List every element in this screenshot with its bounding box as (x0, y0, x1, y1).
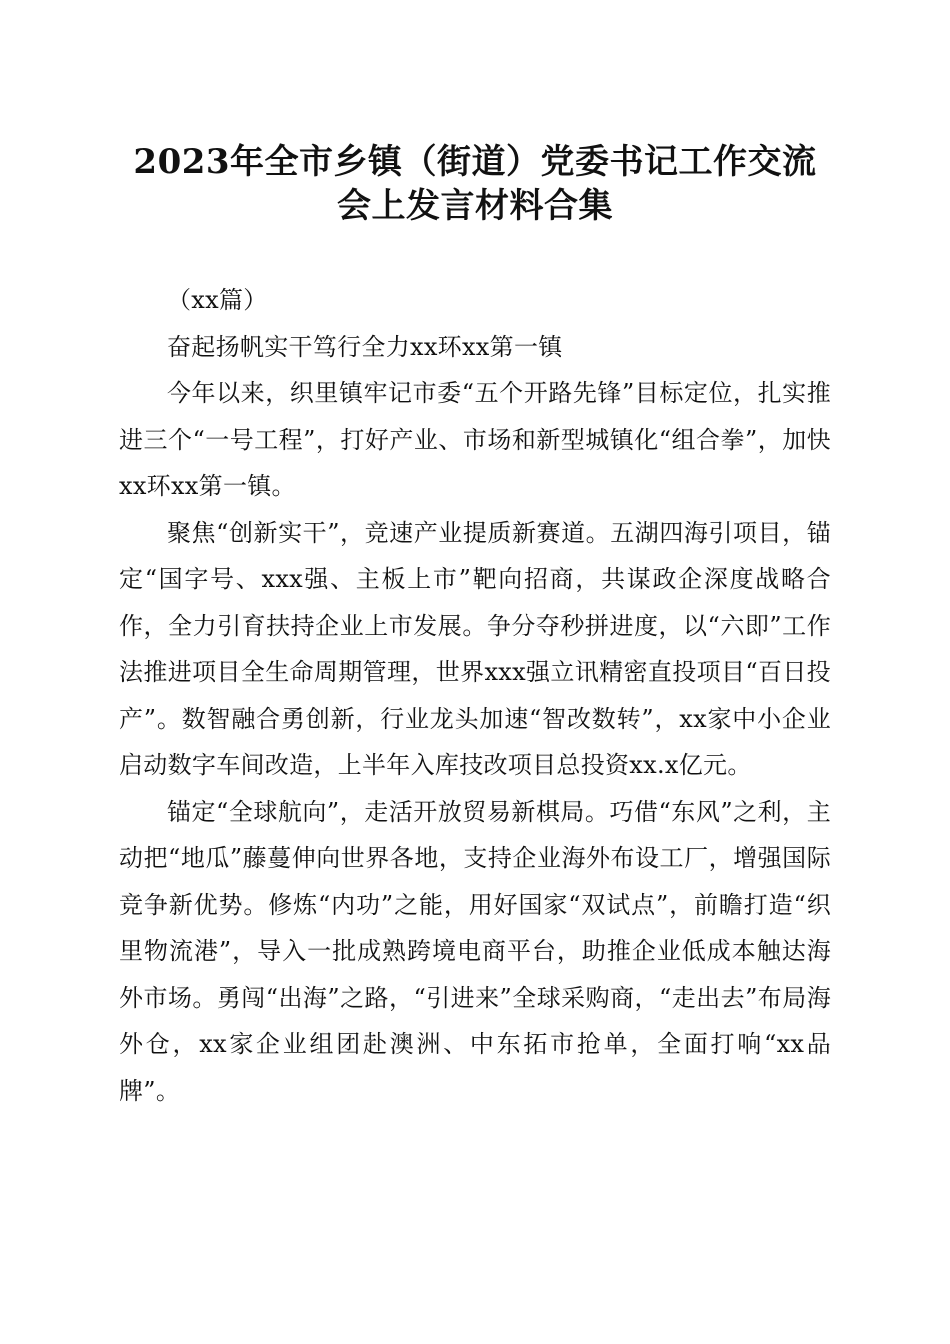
title-line-1: 2023年全市乡镇（街道）党委书记工作交流 (133, 142, 817, 182)
paragraph-global: 锚定“全球航向”，走活开放贸易新棋局。巧借“东风”之利，主动把“地瓜”藤蔓伸向世界各地，支持企业海外布设工厂，增强国际竞争新优势。修炼“内功”之能，用好国家“双试点”，前瞻打造“织里物流港”，导入一批成熟跨境电商平台，助推企业低成本触达海外市场。勇闯“出海”之路，“引进来”全球采购商，“走出去”布局海外仓，xx家企业组团赴澳洲、中东拓市抢单，全面打响“xx品牌”。 (119, 797, 831, 1105)
paragraph-intro: 今年以来，织里镇牢记市委“五个开路先锋”目标定位，扎实推进三个“一号工程”，打好产业、市场和新型城镇化“组合拳”，加快xx环xx第一镇。 (119, 379, 831, 500)
document-title (100, 140, 850, 228)
document-body (119, 277, 831, 1114)
paragraph-count-note: （xx篇） (167, 286, 268, 314)
paragraph-innovation: 聚焦“创新实干”，竞速产业提质新赛道。五湖四海引项目，锚定“国字号、xxx强、主板上市”靶向招商，共谋政企深度战略合作，全力引育扶持企业上市发展。争分夺秒拼进度，以“六即”工作法推进项目全生命周期管理，世界xxx强立讯精密直投项目“百日投产”。数智融合勇创新，行业龙头加速“智改数转”，xx家中小企业启动数字车间改造，上半年入库技改项目总投资xx.x亿元。 (119, 518, 831, 779)
title-line-2: 会上发言材料合集 (337, 186, 613, 226)
paragraph-subtitle: 奋起扬帆实干笃行全力xx环xx第一镇 (167, 332, 563, 361)
